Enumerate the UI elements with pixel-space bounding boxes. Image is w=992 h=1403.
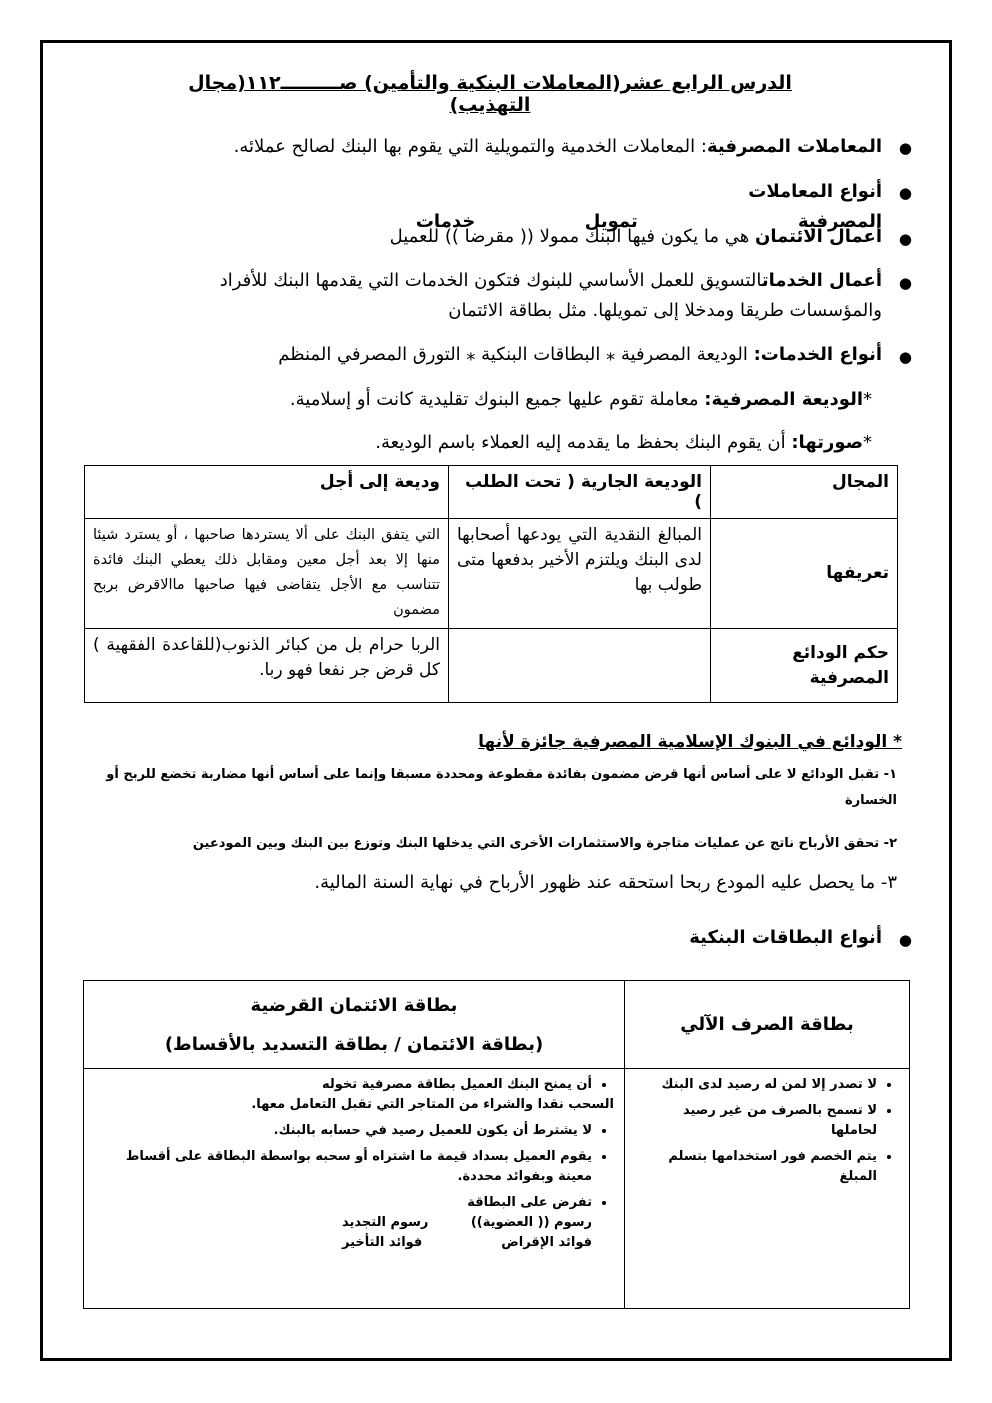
table-row xyxy=(85,519,898,629)
term: أعمال الخدمات xyxy=(761,270,882,291)
row-label-definition: تعريفها xyxy=(711,519,898,629)
credit-item-continuation: السحب نقدا والشراء من المتاجر التي تقبل التعامل معها. xyxy=(251,1097,614,1112)
type-services: خدمات xyxy=(415,211,476,232)
row-label-ruling: حكم الودائع المصرفية xyxy=(711,629,898,703)
credit-card-features xyxy=(84,1069,625,1309)
term: المعاملات المصرفية xyxy=(706,136,882,157)
list-item: • يتم الخصم فور استخدامها بتسلم المبلغ xyxy=(635,1147,877,1187)
cell-term-ruling: الربا حرام بل من كبائر الذنوب(للقاعدة الفقهية ) كل قرض جر نفعا فهو ربا. xyxy=(85,629,449,703)
list-item: • أن يمنح البنك العميل بطاقة مصرفية تخوله xyxy=(94,1075,592,1095)
header-credit-card xyxy=(84,981,625,1069)
deposits-table xyxy=(84,465,898,703)
definition: : المعاملات الخدمية والتمويلية التي يقوم بها البنك لصالح عملائه. xyxy=(233,136,707,157)
bullet-service-types xyxy=(80,340,882,370)
list-item: • لا تصدر إلا لمن له رصيد لدى البنك xyxy=(635,1075,877,1095)
bullet-dot: ● xyxy=(898,348,912,366)
definition: هي ما يكون فيها البنك ممولا (( مقرضا )) للعميل xyxy=(389,226,755,247)
list-item: • تفرض على البطاقة xyxy=(94,1193,592,1213)
islamic-point-1: ١- تقبل الودائع لا على أساس أنها قرض مضمون بفائدة مقطوعة ومحددة مسبقا وإنما على أساس أنها مضاربة تخضع للربح أو الخسارة xyxy=(106,767,897,808)
header-term-deposit: وديعة إلى أجل xyxy=(85,466,449,519)
header-field: المجال xyxy=(711,466,898,519)
islamic-point-3: ٣- ما يحصل عليه المودع ربحا استحقه عند ظهور الأرباح في نهاية السنة المالية. xyxy=(314,872,897,893)
fee-loan-interest: فوائد الإقراض xyxy=(501,1235,592,1250)
definition: التسويق للعمل الأساسي للبنوك فتكون الخدمات التي يقدمها البنك للأفراد والمؤسسات طريقا ومدخلا إلى تمويلها. مثل بطاقة الائتمان xyxy=(219,270,882,321)
bullet-banking-transactions xyxy=(80,132,882,162)
bullet-services-work xyxy=(130,266,882,326)
bullet-dot: ● xyxy=(898,230,912,248)
header-current-deposit: الوديعة الجارية ( تحت الطلب ) xyxy=(449,466,711,519)
table-header-row xyxy=(84,981,910,1069)
type-financing: تمويل xyxy=(584,211,638,232)
cell-current-ruling xyxy=(449,629,711,703)
deposit-form xyxy=(80,428,872,458)
bullet-dot: ● xyxy=(898,184,912,202)
fee-membership: رسوم (( العضوية)) xyxy=(470,1215,592,1230)
page-title: الدرس الرابع عشر(المعاملات البنكية والتأمين) صـــــــــ١١٢(مجال التهذيب) xyxy=(188,72,792,116)
header-atm-card: بطاقة الصرف الآلي xyxy=(625,981,910,1069)
list-item: • لا تسمح بالصرف من غير رصيد لحاملها xyxy=(635,1101,877,1141)
table-header-row xyxy=(85,466,898,519)
credit-card-title: بطاقة الائتمان القرضية xyxy=(250,994,458,1016)
bank-cards-table xyxy=(83,980,910,1309)
bullet-dot: ● xyxy=(898,139,912,157)
term: صورتها: xyxy=(791,432,863,453)
term: أنواع المعاملات المصرفية xyxy=(748,181,882,232)
islamic-deposits-heading: * الودائع في البنوك الإسلامية المصرفية جائزة لأنها xyxy=(478,732,902,752)
definition: معاملة تقوم عليها جميع البنوك تقليدية كانت أو إسلامية. xyxy=(289,389,705,410)
table-row xyxy=(84,1069,910,1309)
bullet-dot: ● xyxy=(898,274,912,292)
cards-heading: أنواع البطاقات البنكية xyxy=(689,927,882,948)
table-row xyxy=(85,629,898,703)
definition: الوديعة المصرفية ⁎ البطاقات البنكية ⁎ التورق المصرفي المنظم xyxy=(278,344,754,365)
fees-row xyxy=(342,1213,592,1233)
list-item: • لا يشترط أن يكون للعميل رصيد في حسابه بالبنك. xyxy=(94,1121,592,1141)
definition: أن يقوم البنك بحفظ ما يقدمه إليه العملاء باسم الوديعة. xyxy=(375,432,792,453)
star-marker: * xyxy=(863,432,872,453)
credit-card-subtitle: (بطاقة الائتمان / بطاقة التسديد بالأقساط) xyxy=(164,1033,544,1055)
term: أنواع الخدمات: xyxy=(753,344,882,365)
list-item: • يقوم العميل بسداد قيمة ما اشتراه أو سحبه بواسطة البطاقة على أقساط معينة وبفوائد محددة. xyxy=(94,1147,592,1187)
cell-current-definition: المبالغ النقدية التي يودعها أصحابها لدى البنك ويلتزم الأخير بدفعها متى طولب بها xyxy=(449,519,711,629)
fees-list xyxy=(94,1213,614,1253)
term: أعمال الائتمان xyxy=(754,226,882,247)
bullet-credit-work xyxy=(80,222,882,252)
fee-delay-interest: فوائد التأخير xyxy=(342,1235,423,1250)
fee-renewal: رسوم التجديد xyxy=(342,1215,429,1230)
cell-term-definition: التي يتفق البنك على ألا يستردها صاحبها ، أو يسترد شيئا منها إلا بعد أجل معين ومقابل ذلك يعطي البنك فائدة تتناسب مع الأجل يتقاضى فيها صاحبها ماالاقرض بربح مضمون xyxy=(85,519,449,629)
fees-row xyxy=(342,1233,592,1253)
deposit-definition xyxy=(80,385,872,415)
atm-card-features xyxy=(625,1069,910,1309)
islamic-point-2: ٢- تحقق الأرباح ناتج عن عمليات متاجرة والاستثمارات الأخرى التي يدخلها البنك وتوزع بين البنك وبين المودعين xyxy=(192,836,897,851)
star-marker: * xyxy=(863,389,872,410)
term: الوديعة المصرفية: xyxy=(704,389,863,410)
bullet-dot: ● xyxy=(898,931,912,949)
